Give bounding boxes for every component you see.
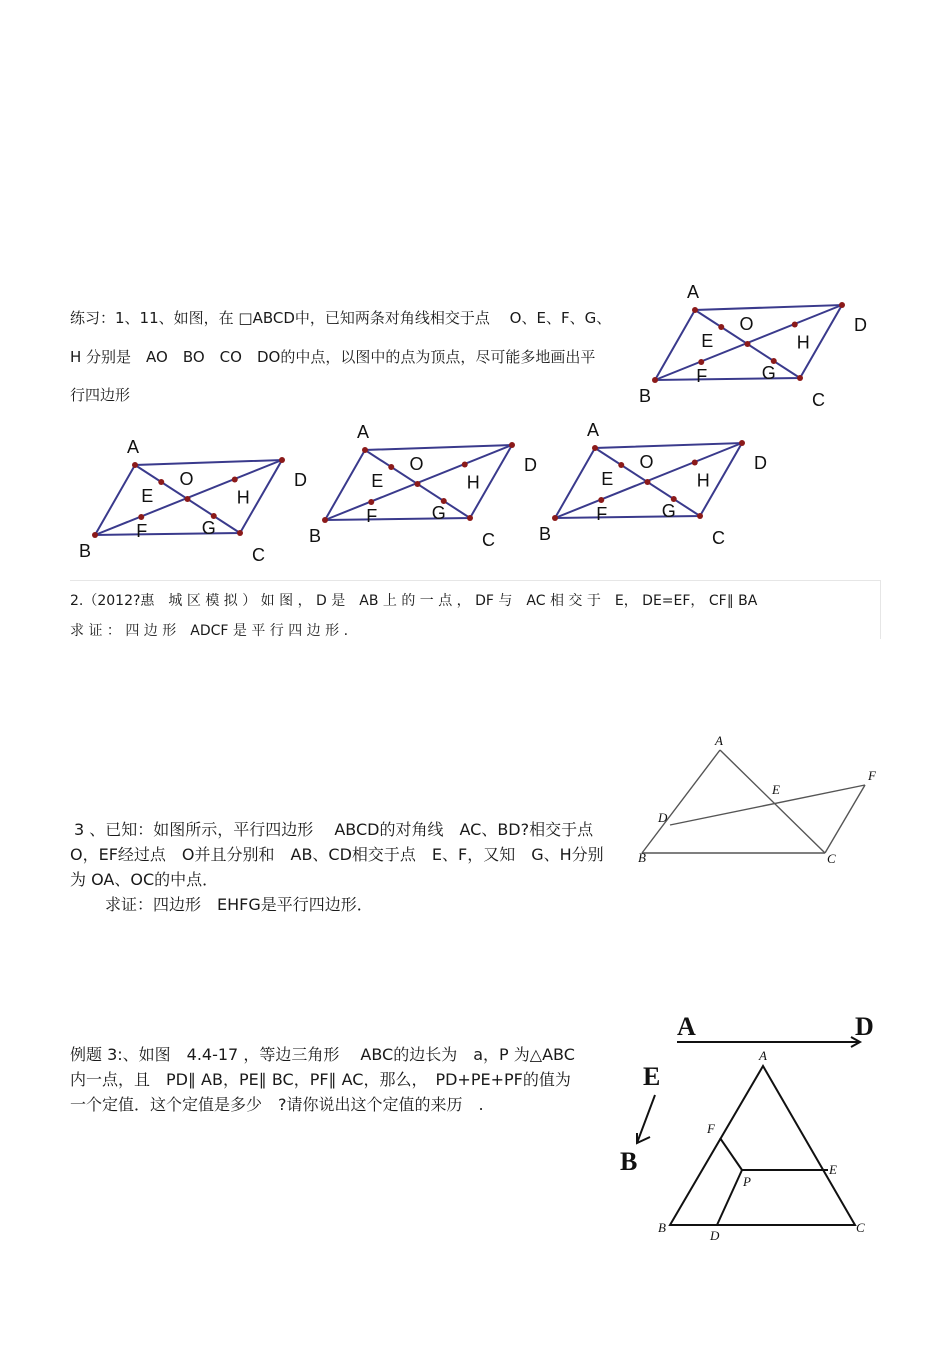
label-c: C bbox=[252, 545, 265, 565]
point-b bbox=[552, 515, 558, 521]
label-a: A bbox=[127, 437, 140, 457]
example3-line1: 例题 3:、如图 4.4-17 ，等边三角形 ABC的边长为 a，P 为△ABC bbox=[70, 1045, 575, 1064]
cropped-label-e: E bbox=[643, 1062, 661, 1091]
point-a bbox=[592, 445, 598, 451]
label-a: A bbox=[587, 420, 600, 440]
triangle-figure bbox=[630, 730, 890, 870]
equilateral-label-d: D bbox=[710, 1228, 720, 1243]
cropped-label-a: A bbox=[677, 1012, 696, 1041]
label-o: O bbox=[179, 469, 194, 489]
triangle-label-b: B bbox=[638, 850, 646, 865]
exercise1-line1: 练习：1、11、如图，在 □ABCD中，已知两条对角线相交于点 O、E、F、G、 bbox=[70, 309, 612, 327]
label-f: F bbox=[696, 366, 708, 386]
label-d: D bbox=[524, 455, 537, 475]
label-g: G bbox=[761, 363, 776, 383]
point-b bbox=[652, 377, 658, 383]
label-f: F bbox=[596, 504, 608, 524]
triangle-label-e: E bbox=[772, 782, 780, 797]
parallelogram-figure-1 bbox=[70, 435, 310, 565]
parallelogram-figure-main bbox=[630, 280, 870, 410]
point-c bbox=[797, 375, 803, 381]
point-a bbox=[362, 447, 368, 453]
label-e: E bbox=[701, 331, 714, 351]
equilateral-figure bbox=[650, 1040, 880, 1243]
label-o: O bbox=[739, 314, 754, 334]
point-e bbox=[618, 462, 624, 468]
point-d bbox=[509, 442, 515, 448]
parallelogram-shape bbox=[639, 282, 867, 410]
point-a bbox=[692, 307, 698, 313]
example3-line2: 内一点，且 PD∥ AB，PE∥ BC，PF∥ AC，那么， PD+PE+PF的值为 bbox=[70, 1070, 571, 1089]
point-o bbox=[645, 479, 651, 485]
label-h: H bbox=[696, 470, 710, 491]
cropped-label-b: B bbox=[620, 1147, 638, 1176]
point-b bbox=[322, 517, 328, 523]
point-h bbox=[232, 477, 238, 483]
label-f: F bbox=[136, 521, 148, 541]
label-a: A bbox=[357, 422, 370, 442]
point-c bbox=[237, 530, 243, 536]
label-c: C bbox=[812, 390, 825, 410]
exercise1-line2: H 分别是 AO BO CO DO的中点，以图中的点为顶点，尽可能多地画出平 bbox=[70, 348, 596, 366]
label-e: E bbox=[141, 486, 154, 506]
label-e: E bbox=[371, 471, 384, 491]
point-e bbox=[388, 464, 394, 470]
label-b: B bbox=[309, 526, 322, 546]
point-d bbox=[279, 457, 285, 463]
parallelogram-figure-2 bbox=[300, 420, 540, 550]
point-f bbox=[698, 359, 704, 365]
point-o bbox=[415, 481, 421, 487]
label-f: F bbox=[366, 506, 378, 526]
point-c bbox=[467, 515, 473, 521]
point-f bbox=[368, 499, 374, 505]
triangle-label-d: D bbox=[658, 810, 668, 825]
label-b: B bbox=[639, 386, 652, 406]
equilateral-label-f: F bbox=[707, 1121, 715, 1136]
point-f bbox=[138, 514, 144, 520]
label-o: O bbox=[409, 454, 424, 474]
cropped-label-d: D bbox=[855, 1012, 874, 1041]
equilateral-label-p: P bbox=[743, 1174, 751, 1189]
label-c: C bbox=[712, 528, 725, 548]
triangle-label-c: C bbox=[827, 851, 836, 866]
equilateral-label-c: C bbox=[856, 1220, 865, 1235]
label-a: A bbox=[687, 282, 700, 302]
label-d: D bbox=[294, 470, 307, 490]
label-g: G bbox=[661, 501, 676, 521]
point-e bbox=[718, 324, 724, 330]
problem2-line2: 求 证 ： 四 边 形 ADCF 是 平 行 四 边 形 . bbox=[70, 623, 349, 639]
equilateral-label-b: B bbox=[658, 1220, 666, 1235]
label-b: B bbox=[539, 524, 552, 544]
label-c: C bbox=[482, 530, 495, 550]
exercise1-line3: 行四边形 bbox=[70, 386, 131, 404]
point-o bbox=[745, 341, 751, 347]
example3-line3: 一个定值．这个定值是多少 ?请你说出这个定值的来历 . bbox=[70, 1095, 484, 1114]
problem2-line1: 2.（2012?惠 城 区 模 拟 ） 如 图 ， D 是 AB 上 的 一 点 ， DF 与 AC 相 交 于 E， DE=EF， CF∥ BA bbox=[70, 593, 758, 609]
point-d bbox=[739, 440, 745, 446]
equilateral-label-a: A bbox=[759, 1048, 767, 1063]
point-f bbox=[598, 497, 604, 503]
point-c bbox=[697, 513, 703, 519]
label-h: H bbox=[466, 472, 480, 493]
problem3-line4: 求证：四边形 EHFG是平行四边形． bbox=[105, 895, 373, 914]
point-h bbox=[462, 462, 468, 468]
label-g: G bbox=[201, 518, 216, 538]
point-e bbox=[158, 479, 164, 485]
problem3-line1: 3 、已知：如图所示，平行四边形 ABCD的对角线 AC、BD?相交于点 bbox=[74, 820, 594, 839]
parallelogram-figure-3 bbox=[530, 418, 770, 548]
point-b bbox=[92, 532, 98, 538]
point-d bbox=[839, 302, 845, 308]
point-o bbox=[185, 496, 191, 502]
problem3-line3: 为 OA、OC的中点． bbox=[70, 870, 219, 889]
point-a bbox=[132, 462, 138, 468]
label-b: B bbox=[79, 541, 92, 561]
triangle-label-a: A bbox=[715, 733, 723, 748]
problem3-line2: O，EF经过点 O并且分别和 AB、CD相交于点 E、F，又知 G、H分别 bbox=[70, 845, 604, 864]
label-h: H bbox=[236, 487, 250, 508]
point-h bbox=[692, 460, 698, 466]
label-g: G bbox=[431, 503, 446, 523]
label-h: H bbox=[796, 332, 810, 353]
label-d: D bbox=[854, 315, 867, 335]
equilateral-label-e: E bbox=[829, 1162, 837, 1177]
triangle-label-f: F bbox=[868, 768, 876, 783]
label-o: O bbox=[639, 452, 654, 472]
point-h bbox=[792, 322, 798, 328]
label-e: E bbox=[601, 469, 614, 489]
label-d: D bbox=[754, 453, 767, 473]
